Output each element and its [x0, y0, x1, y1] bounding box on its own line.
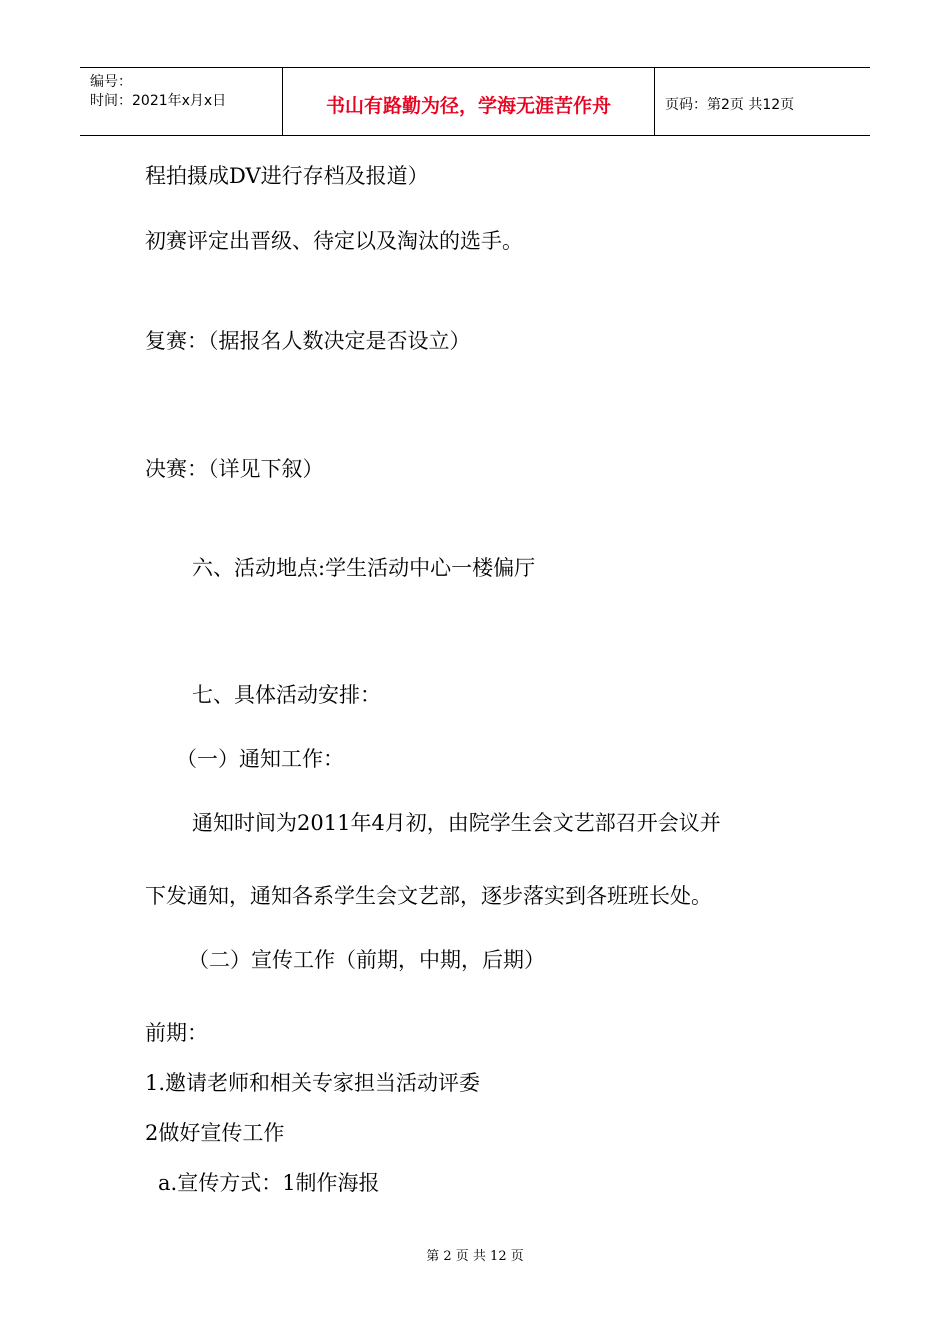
header-page-info: 页码：第2页 共12页 — [665, 97, 795, 113]
header-divider-right — [654, 68, 655, 135]
body-line-semifinal: 复赛：（据报名人数决定是否设立） — [145, 329, 471, 353]
page-header — [80, 67, 870, 136]
body-line-notice-distribution: 下发通知，通知各系学生会文艺部，逐步落实到各班班长处。 — [145, 884, 712, 908]
list-item-invite-judges: 1.邀请老师和相关专家担当活动评委 — [145, 1071, 481, 1095]
page-footer: 第 2 页 共 12 页 — [426, 1249, 524, 1264]
section-heading-venue: 六、活动地点:学生活动中心一楼偏厅 — [192, 556, 536, 580]
document-number-label: 编号： — [90, 74, 132, 90]
subsection-heading-notice: （一）通知工作： — [176, 747, 344, 771]
document-date: 时间：2021年x月x日 — [90, 93, 227, 109]
body-line-preliminary-result: 初赛评定出晋级、待定以及淘汰的选手。 — [145, 229, 523, 253]
body-line-final: 决赛：（详见下叙） — [145, 457, 324, 481]
header-meta — [80, 68, 282, 135]
body-line-notice-time: 通知时间为2011年4月初，由院学生会文艺部召开会议并 — [192, 811, 721, 835]
list-item-publicity-work: 2做好宣传工作 — [145, 1121, 285, 1145]
section-heading-schedule: 七、具体活动安排： — [192, 683, 381, 707]
header-motto: 书山有路勤为径，学海无涯苦作舟 — [325, 95, 611, 117]
body-line-dv-archive: 程拍摄成DV进行存档及报道） — [145, 164, 429, 188]
subsection-heading-publicity: （二）宣传工作（前期，中期，后期） — [188, 948, 545, 972]
body-line-early-stage: 前期： — [145, 1021, 208, 1045]
list-item-publicity-method: a.宣传方式：1制作海报 — [158, 1171, 380, 1195]
